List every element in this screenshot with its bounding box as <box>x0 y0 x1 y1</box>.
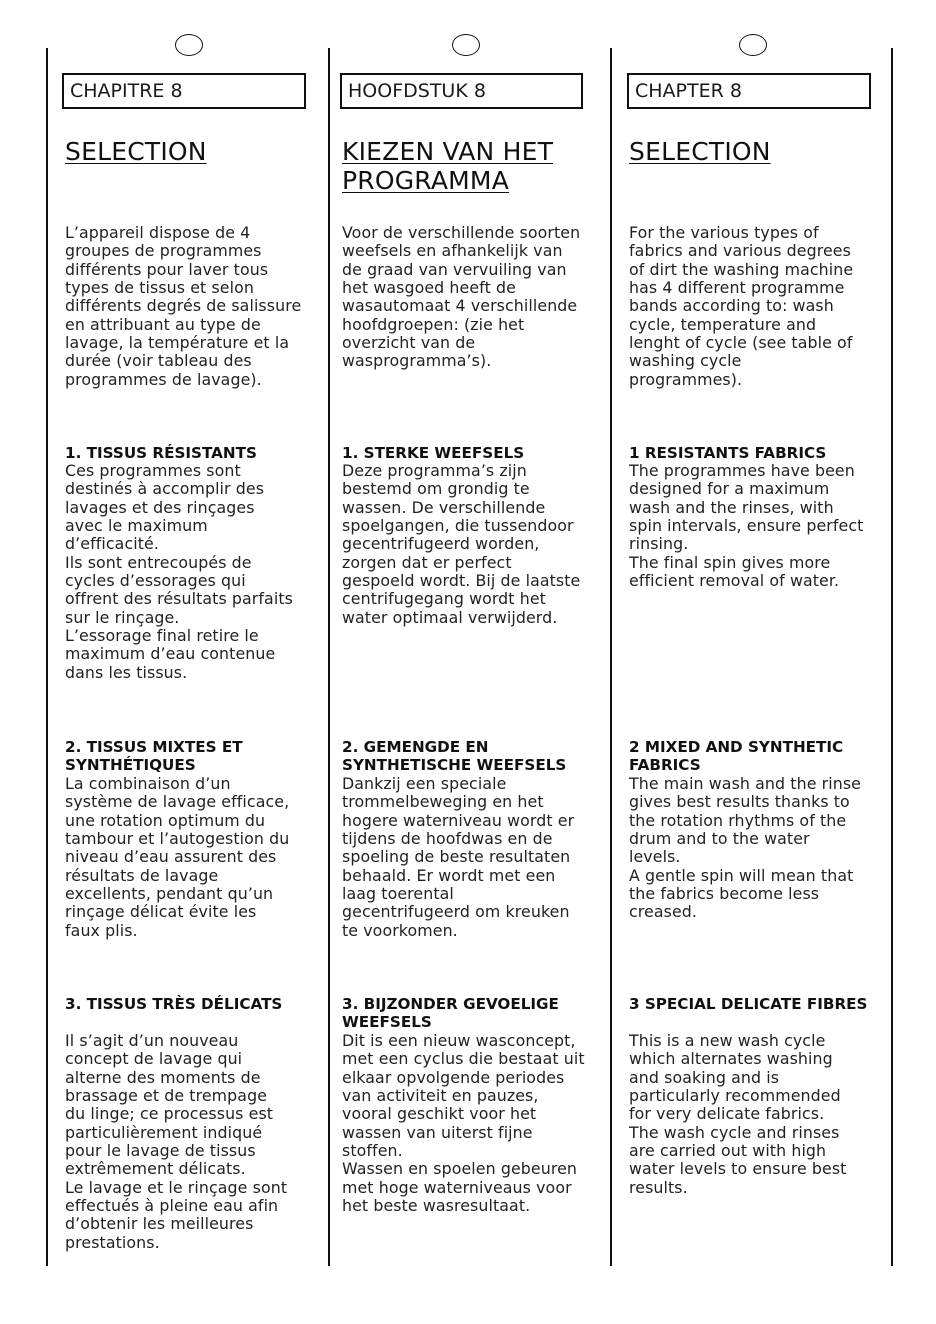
column-divider-left <box>46 48 48 1266</box>
section-body-2: La combinaison d’un système de lavage efficace, une rotation optimum du tambour et l’autogestion du niveau d’eau assurent des résultats de lavage excellents, pendant qu’un rinçage délicat évite les faux plis. <box>65 774 290 940</box>
section-heading-3: 3. TISSUS TRÈS DÉLICATS <box>65 995 283 1013</box>
column-divider-1 <box>328 48 330 1266</box>
chapter-label: HOOFDSTUK 8 <box>340 73 583 109</box>
section-body-2: Dankzij een speciale trommelbeweging en het hogere waterniveau wordt er tijdens de hoofdwas en de spoeling de beste resultaten behaald. Er wordt met een laag toerental gecentrifugeerd om kreuken te voorkomen. <box>342 774 575 940</box>
section-body-1: Deze programma’s zijn bestemd om grondig te wassen. De verschillende spoelgangen, die tussendoor gecentrifugeerd worden, zorgen dat er perfect gespoeld wordt. Bij de laatste centrifugegang wordt het water optimaal verwijderd. <box>342 461 581 627</box>
section-heading-2: 2. GEMENGDE EN SYNTHETISCHE WEEFSELS <box>342 738 567 775</box>
section-body-1: Ces programmes sont destinés à accomplir des lavages et des rinçages avec le maximum d’efficacité. Ils sont entrecoupés de cycles d’essorages qui offrent des résultats parfaits sur le rinçage. L’essorage final retire le maximum d’eau contenue dans les tissus. <box>65 461 293 682</box>
chapter-label: CHAPITRE 8 <box>62 73 306 109</box>
intro-paragraph: Voor de verschillende soorten weefsels en afhankelijk van de graad van vervuiling van het wasgoed heeft de wasautomaat 4 verschillende hoofdgroepen: (zie het overzicht van de wasprogramma’s). <box>342 223 581 371</box>
column-french <box>64 0 314 1324</box>
section-body-1: The programmes have been designed for a maximum wash and the rinses, with spin intervals, ensure perfect rinsing. The final spin gives more efficient removal of water. <box>629 461 864 591</box>
section-body-3: This is a new wash cycle which alternates washing and soaking and is particularly recommended for very delicate fabrics. The wash cycle and rinses are carried out with high water levels to ensure best results. <box>629 1031 847 1197</box>
section-body-3: Il s’agit d’un nouveau concept de lavage qui alterne des moments de brassage et de trempage du linge; ce processus est particulièrement indiqué pour le lavage de tissus extrêmement délicats. Le lavage et le rinçage sont effectués à pleine eau afin d’obtenir les meilleures prestations. <box>65 1031 288 1252</box>
section-heading-3: 3. BIJZONDER GEVOELIGE WEEFSELS <box>342 995 559 1032</box>
section-heading-1: 1. TISSUS RÉSISTANTS <box>65 444 257 462</box>
language-circle-icon <box>452 34 480 56</box>
section-heading-2: 2 MIXED AND SYNTHETIC FABRICS <box>629 738 844 775</box>
intro-paragraph: L’appareil dispose de 4 groupes de programmes différents pour laver tous types de tissus et selon différents degrés de salissure en attribuant au type de lavage, la température et la durée (voir tableau des programmes de lavage). <box>65 223 302 389</box>
section-heading-2: 2. TISSUS MIXTES ET SYNTHÉTIQUES <box>65 738 243 775</box>
column-english <box>629 0 879 1324</box>
section-title: SELECTION <box>629 137 771 166</box>
column-divider-2 <box>610 48 612 1266</box>
language-circle-icon <box>739 34 767 56</box>
section-heading-1: 1 RESISTANTS FABRICS <box>629 444 827 462</box>
section-title: SELECTION <box>65 137 207 166</box>
section-heading-1: 1. STERKE WEEFSELS <box>342 444 525 462</box>
column-dutch <box>342 0 592 1324</box>
section-body-3: Dit is een nieuw wasconcept, met een cyclus die bestaat uit elkaar opvolgende periodes van activiteit en pauzes, vooral geschikt voor het wassen van uiterst fijne stoffen. Wassen en spoelen gebeuren met hoge waterniveaus voor het beste wasresultaat. <box>342 1031 585 1216</box>
chapter-label: CHAPTER 8 <box>627 73 871 109</box>
intro-paragraph: For the various types of fabrics and various degrees of dirt the washing machine has 4 different programme bands according to: wash cycle, temperature and lenght of cycle (see table of washing cycle programmes). <box>629 223 854 389</box>
section-title: KIEZEN VAN HET PROGRAMMA <box>342 137 554 195</box>
section-body-2: The main wash and the rinse gives best results thanks to the rotation rhythms of the drum and to the water levels. A gentle spin will mean that the fabrics become less creased. <box>629 774 861 922</box>
section-heading-3: 3 SPECIAL DELICATE FIBRES <box>629 995 868 1013</box>
language-circle-icon <box>175 34 203 56</box>
column-divider-right <box>891 48 893 1266</box>
